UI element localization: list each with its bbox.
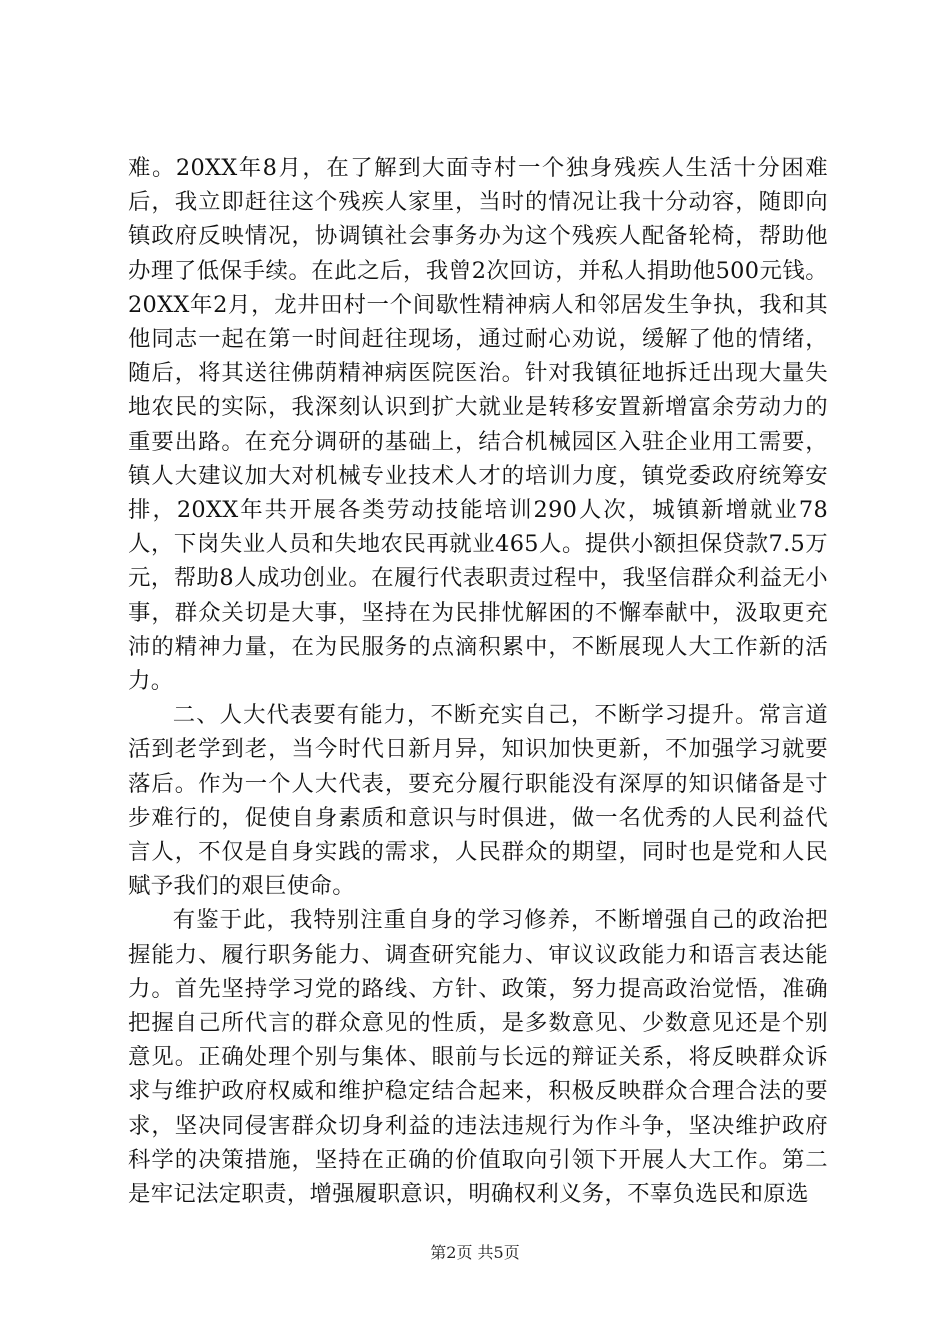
paragraph-section-two: 二、人大代表要有能力，不断充实自己，不断学习提升。常言道活到老学到老，当今时代日新月异，知识加快更新，不加强学习就要落后。作为一个人大代表，要充分履行职能没有深厚的知识储备是寸步难行的，促使自身素质和意识与时俱进，做一名优秀的人民利益代言人，不仅是自身实践的需求，人民群众的期望，同时也是党和人民赋予我们的艰巨使命。 [128, 702, 828, 900]
document-body [128, 151, 828, 1211]
paragraph-continuation: 难。20XX年8月，在了解到大面寺村一个独身残疾人生活十分困难后，我立即赶往这个残疾人家里，当时的情况让我十分动容，随即向镇政府反映情况，协调镇社会事务办为这个残疾人配备轮椅，帮助他办理了低保手续。在此之后，我曾2次回访，并私人捐助他500元钱。20XX年2月，龙井田村一个间歇性精神病人和邻居发生争执，我和其他同志一起在第一时间赶往现场，通过耐心劝说，缓解了他的情绪，随后，将其送往佛荫精神病医院医治。针对我镇征地拆迁出现大量失地农民的实际，我深刻认识到扩大就业是转移安置新增富余劳动力的重要出路。在充分调研的基础上，结合机械园区入驻企业用工需要，镇人大建议加大对机械专业技术人才的培训力度，镇党委政府统筹安排，20XX年共开展各类劳动技能培训290人次，城镇新增就业78人，下岗失业人员和失地农民再就业465人。提供小额担保贷款7.5万元，帮助8人成功创业。在履行代表职责过程中，我坚信群众利益无小事，群众关切是大事，坚持在为民排忧解困的不懈奉献中，汲取更充沛的精神力量，在为民服务的点滴积累中，不断展现人大工作新的活力。 [128, 155, 828, 695]
paragraph-study-cultivation: 有鉴于此，我特别注重自身的学习修养，不断增强自己的政治把握能力、履行职务能力、调查研究能力、审议议政能力和语言表达能力。首先坚持学习党的路线、方针、政策，努力提高政治觉悟，准确把握自己所代言的群众意见的性质，是多数意见、少数意见还是个别意见。正确处理个别与集体、眼前与长远的辩证关系，将反映群众诉求与维护政府权威和维护稳定结合起来，积极反映群众合理合法的要求，坚决同侵害群众切身利益的违法违规行为作斗争，坚决维护政府科学的决策措施，坚持在正确的价值取向引领下开展人大工作。第二是牢记法定职责，增强履职意识，明确权利义务，不辜负选民和原选 [128, 907, 828, 1208]
page-number-footer: 第2页 共5页 [430, 1243, 520, 1262]
